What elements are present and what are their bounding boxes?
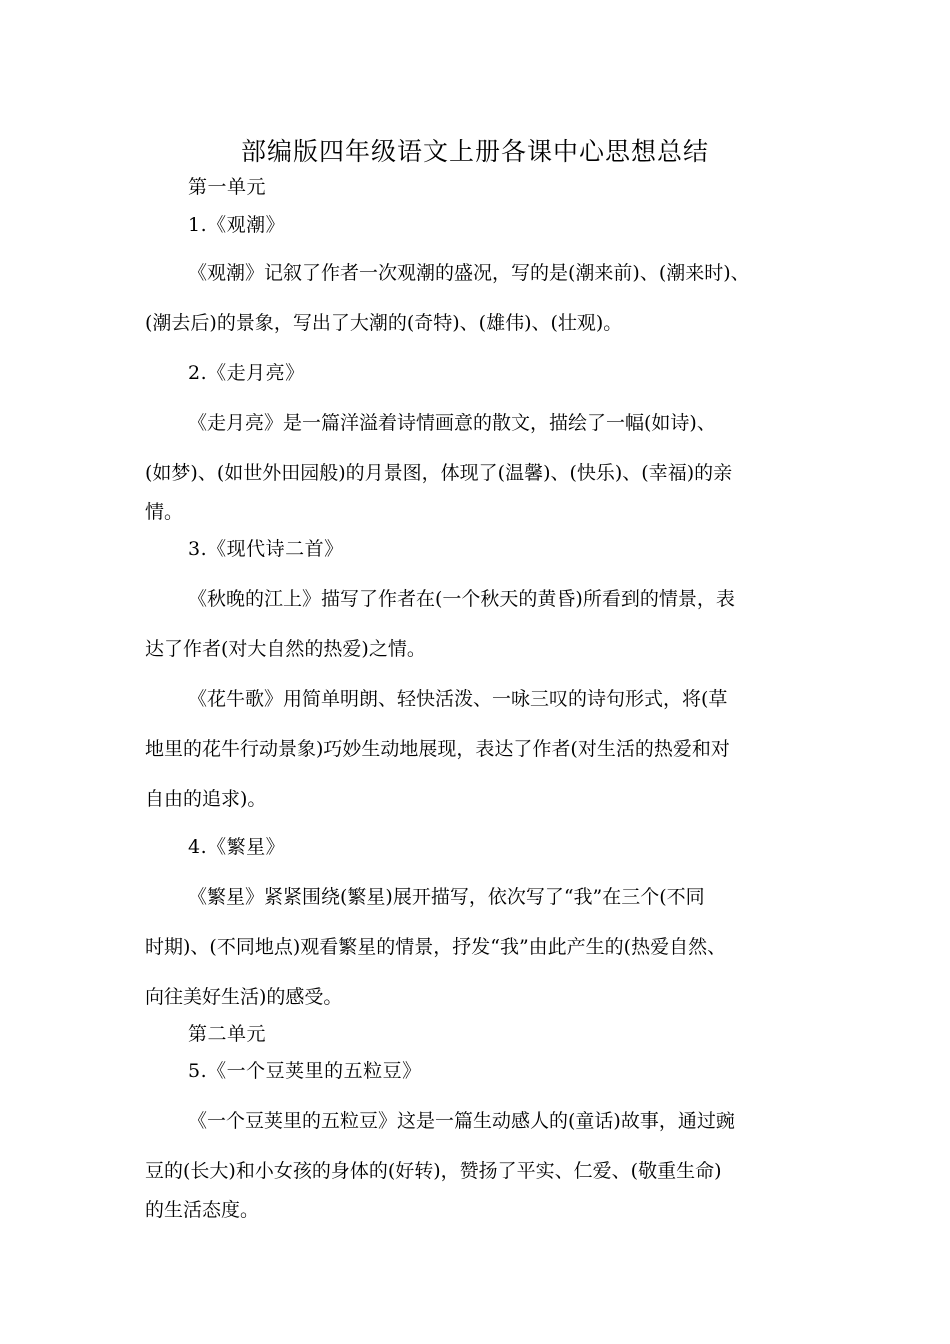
paragraph-4-line-2: 地里的花牛行动景象)巧妙生动地展现，表达了作者(对生活的热爱和对 [145,738,730,760]
paragraph-6-line-1: 《一个豆荚里的五粒豆》这是一篇生动感人的(童话)故事，通过豌 [188,1110,735,1132]
paragraph-2-line-1: 《走月亮》是一篇洋溢着诗情画意的散文，描绘了一幅(如诗)、 [188,412,716,434]
paragraph-2-line-2: (如梦)、(如世外田园般)的月景图，体现了(温馨)、(快乐)、(幸福)的亲 [145,462,733,484]
paragraph-5-line-1: 《繁星》紧紧围绕(繁星)展开描写，依次写了“我”在三个(不同 [188,886,705,908]
paragraph-3-line-2: 达了作者(对大自然的热爱)之情。 [145,638,426,660]
lesson-heading-5: 5.《一个豆荚里的五粒豆》 [188,1060,422,1082]
lesson-heading-1: 1.《观潮》 [188,214,286,236]
unit-heading-2: 第二单元 [188,1023,267,1045]
document-title: 部编版四年级语文上册各课中心思想总结 [240,137,709,166]
paragraph-1-line-2: (潮去后)的景象，写出了大潮的(奇特)、(雄伟)、(壮观)。 [145,312,623,334]
paragraph-6-line-3: 的生活态度。 [145,1199,260,1221]
lesson-heading-3: 3.《现代诗二首》 [188,538,344,560]
paragraph-5-line-2: 时期)、(不同地点)观看繁星的情景，抒发“我”由此产生的(热爱自然、 [145,936,727,958]
lesson-heading-4: 4.《繁星》 [188,836,286,858]
paragraph-4-line-1: 《花牛歌》用简单明朗、轻快活泼、一咏三叹的诗句形式，将(草 [188,688,728,710]
paragraph-4-line-3: 自由的追求)。 [145,788,267,810]
paragraph-6-line-2: 豆的(长大)和小女孩的身体的(好转)，赞扬了平实、仁爱、(敬重生命) [145,1160,722,1182]
paragraph-5-line-3: 向往美好生活)的感受。 [145,986,343,1008]
paragraph-3-line-1: 《秋晚的江上》描写了作者在(一个秋天的黄昏)所看到的情景，表 [188,588,735,610]
unit-heading-1: 第一单元 [188,176,267,198]
paragraph-2-line-3: 情。 [145,501,184,523]
paragraph-1-line-1: 《观潮》记叙了作者一次观潮的盛况，写的是(潮来前)、(潮来时)、 [188,262,750,284]
lesson-heading-2: 2.《走月亮》 [188,362,305,384]
